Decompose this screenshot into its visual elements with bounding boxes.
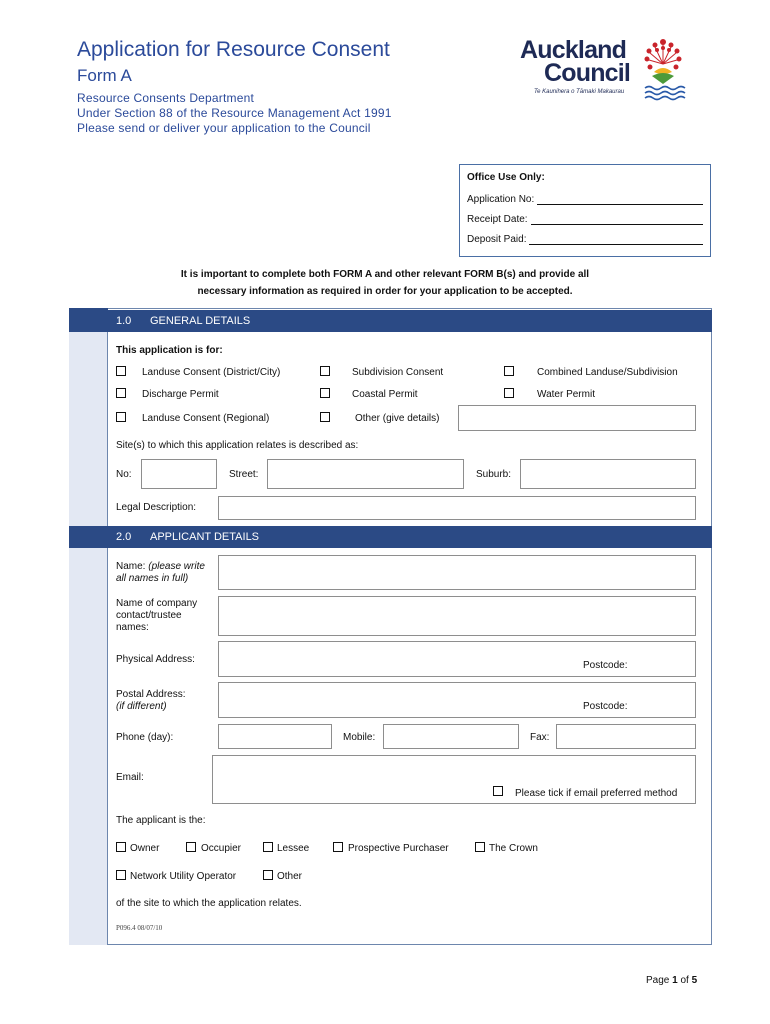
page-total: 5 xyxy=(691,975,698,986)
postal-address-label xyxy=(116,689,185,713)
applicant-name-label xyxy=(116,561,205,585)
section2-bar-cell xyxy=(69,526,108,548)
street-no-field[interactable] xyxy=(141,459,217,489)
accept-reject-column xyxy=(69,308,108,945)
suburb-field[interactable] xyxy=(520,459,696,489)
site-description-intro: Site(s) to which this application relates is described as: xyxy=(116,440,359,451)
section1-title: GENERAL DETAILS xyxy=(150,315,251,327)
form-subtitle: Form A xyxy=(77,66,132,85)
section2-number: 2.0 xyxy=(116,531,132,543)
physical-postcode-label: Postcode: xyxy=(583,660,628,671)
section2-title: APPLICANT DETAILS xyxy=(150,531,260,543)
mobile-field[interactable] xyxy=(383,724,519,749)
postal-address-field[interactable] xyxy=(218,682,696,718)
company-label-3: names: xyxy=(116,622,149,633)
receipt-date-label: Receipt Date: xyxy=(467,214,528,225)
occupier-label: Occupier xyxy=(201,843,242,854)
section2-header xyxy=(108,526,712,548)
legal-description-field[interactable] xyxy=(218,496,696,520)
logo-tagline: Te Kaunihera o Tāmaki Makaurau xyxy=(534,89,625,95)
other-details-field[interactable] xyxy=(458,405,696,431)
other-applicant-label: Other xyxy=(277,871,303,882)
network-utility-label: Network Utility Operator xyxy=(130,871,237,882)
subdivision-checkbox[interactable] xyxy=(320,366,330,376)
email-preferred-checkbox[interactable] xyxy=(493,786,503,796)
phone-field[interactable] xyxy=(218,724,332,749)
physical-address-field[interactable] xyxy=(218,641,696,677)
page-of: of xyxy=(680,975,689,986)
postal-postcode-label: Postcode: xyxy=(583,701,628,712)
notice-line-2: necessary information as required in order for your application to be accepted. xyxy=(197,286,573,297)
lessee-label: Lessee xyxy=(277,843,310,854)
network-utility-checkbox[interactable] xyxy=(116,870,126,880)
name-hint-2: all names in full) xyxy=(116,573,189,584)
fax-label: Fax: xyxy=(530,732,550,743)
form-title: Application for Resource Consent xyxy=(77,38,390,61)
name-label-text: Name: xyxy=(116,561,146,572)
applicant-name-field[interactable] xyxy=(218,555,696,590)
water-label: Water Permit xyxy=(537,389,595,400)
discharge-checkbox[interactable] xyxy=(116,388,126,398)
street-no-label: No: xyxy=(116,469,132,480)
deposit-paid-label: Deposit Paid: xyxy=(467,234,527,245)
landuse-regional-label: Landuse Consent (Regional) xyxy=(142,413,270,424)
discharge-label: Discharge Permit xyxy=(142,389,219,400)
application-no-label: Application No: xyxy=(467,194,535,205)
site-relation-text: of the site to which the application relates. xyxy=(116,898,302,909)
office-use-box xyxy=(459,164,711,257)
the-crown-checkbox[interactable] xyxy=(475,842,485,852)
mobile-label: Mobile: xyxy=(343,732,376,743)
important-notice xyxy=(0,266,770,300)
occupier-checkbox[interactable] xyxy=(186,842,196,852)
section1-number: 1.0 xyxy=(116,315,132,327)
combined-label: Combined Landuse/Subdivision xyxy=(537,367,678,378)
auckland-council-logo xyxy=(520,34,690,104)
coastal-checkbox[interactable] xyxy=(320,388,330,398)
lessee-checkbox[interactable] xyxy=(263,842,273,852)
deposit-paid-line xyxy=(529,234,703,245)
street-label: Street: xyxy=(229,469,259,480)
instruction-line: Please send or deliver your application to the Council xyxy=(77,121,371,135)
coastal-label: Coastal Permit xyxy=(352,389,418,400)
page-label: Page xyxy=(646,975,670,986)
prospective-purchaser-label: Prospective Purchaser xyxy=(348,843,449,854)
pohutukawa-flower-icon xyxy=(640,36,686,102)
name-hint-1: (please write xyxy=(148,561,205,572)
landuse-regional-checkbox[interactable] xyxy=(116,412,126,422)
company-label-1: Name of company xyxy=(116,598,198,609)
phone-label: Phone (day): xyxy=(116,732,174,743)
section1-header xyxy=(108,310,712,332)
combined-checkbox[interactable] xyxy=(504,366,514,376)
postal-hint: (if different) xyxy=(116,701,167,712)
owner-checkbox[interactable] xyxy=(116,842,126,852)
page-number xyxy=(646,975,697,986)
postal-label-text: Postal Address: xyxy=(116,689,186,700)
logo-word-auckland: Auckland xyxy=(520,36,627,64)
company-label xyxy=(116,598,197,634)
street-field[interactable] xyxy=(267,459,464,489)
notice-line-1: It is important to complete both FORM A and other relevant FORM B(s) and provide all xyxy=(180,269,590,280)
company-label-2: contact/trustee xyxy=(116,610,182,621)
fax-field[interactable] xyxy=(556,724,696,749)
landuse-district-checkbox[interactable] xyxy=(116,366,126,376)
applicant-type-intro: The applicant is the: xyxy=(116,815,206,826)
logo-word-council: Council xyxy=(544,59,631,87)
physical-address-label: Physical Address: xyxy=(116,654,195,665)
form-code: P096.4 08/07/10 xyxy=(116,924,163,932)
prospective-purchaser-checkbox[interactable] xyxy=(333,842,343,852)
page-current: 1 xyxy=(672,975,678,986)
section1-bar-cell xyxy=(69,310,108,332)
the-crown-label: The Crown xyxy=(489,843,538,854)
receipt-date-line xyxy=(531,214,703,225)
other-consent-label: Other (give details) xyxy=(355,413,440,424)
owner-label: Owner xyxy=(130,843,160,854)
email-label: Email: xyxy=(116,772,144,783)
legislation-line: Under Section 88 of the Resource Management Act 1991 xyxy=(77,106,392,120)
other-consent-checkbox[interactable] xyxy=(320,412,330,422)
landuse-district-label: Landuse Consent (District/City) xyxy=(142,367,281,378)
other-applicant-checkbox[interactable] xyxy=(263,870,273,880)
company-field[interactable] xyxy=(218,596,696,636)
subdivision-label: Subdivision Consent xyxy=(352,367,444,378)
application-no-line xyxy=(537,194,703,205)
water-checkbox[interactable] xyxy=(504,388,514,398)
legal-description-label: Legal Description: xyxy=(116,502,197,513)
suburb-label: Suburb: xyxy=(476,469,512,480)
department-line: Resource Consents Department xyxy=(77,91,255,105)
office-use-title: Office Use Only: xyxy=(467,172,545,183)
application-for-label: This application is for: xyxy=(116,345,223,356)
email-preferred-label: Please tick if email preferred method xyxy=(515,788,678,799)
